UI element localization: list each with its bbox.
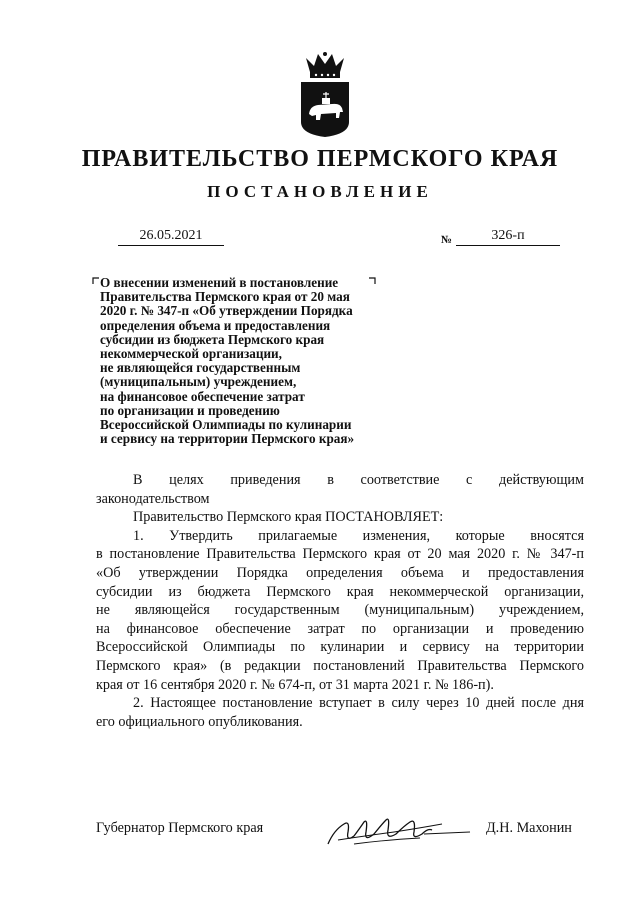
subject-line: (муниципальным) учреждением, xyxy=(100,374,297,390)
government-title: ПРАВИТЕЛЬСТВО ПЕРМСКОГО КРАЯ xyxy=(81,146,559,172)
signatory-name: Д.Н. Махонин xyxy=(486,820,572,836)
subject-line: по организации и проведению xyxy=(100,402,280,418)
paragraph-item-1-line: края от 16 сентября 2020 г. № 674-п, от 31 марта 2021 г. № 186-п). xyxy=(96,676,494,693)
coat-of-arms-icon xyxy=(296,52,354,138)
subject-line: на финансовое обеспечение затрат xyxy=(100,388,305,404)
subject-left-bracket-icon xyxy=(92,277,100,285)
paragraph-item-2-line: 2. Настоящее постановление вступает в силу через 10 дней после дня xyxy=(133,695,584,712)
paragraph-item-1-line: на финансовое обеспечение затрат по организации и проведению xyxy=(96,620,584,637)
paragraph-item-1-line: Всероссийской Олимпиады по кулинарии и сервису на территории xyxy=(96,639,584,656)
subject-line: не являющейся государственным xyxy=(100,360,301,376)
paragraph-item-1-line: «Об утверждении Порядка определения объема и предоставления xyxy=(96,564,584,581)
paragraph-item-1-line: не являющейся государственным (муниципальным) учреждением, xyxy=(96,602,584,619)
signatory-title: Губернатор Пермского края xyxy=(96,820,264,836)
number-sign: № xyxy=(441,234,453,246)
handwritten-signature-icon xyxy=(324,810,474,852)
paragraph-purpose-line: законодательством xyxy=(96,490,210,507)
subject-line: Всероссийской Олимпиады по кулинарии xyxy=(100,417,352,433)
paragraph-item-1-line: субсидии из бюджета Пермского края некоммерческой организации, xyxy=(96,583,584,600)
paragraph-purpose-line: В целях приведения в соответствие с действующим xyxy=(133,472,584,488)
subject-line: некоммерческой организации, xyxy=(100,346,282,362)
document-type: ПОСТАНОВЛЕНИЕ xyxy=(207,182,433,201)
document-number: 326-п xyxy=(456,228,560,246)
subject-line: определения объема и предоставления xyxy=(100,317,331,333)
subject-line: субсидии из бюджета Пермского края xyxy=(100,331,325,347)
paragraph-item-1-line: в постановление Правительства Пермского края от 20 мая 2020 г. № 347-п xyxy=(96,546,584,563)
subject-line: О внесении изменений в постановление xyxy=(100,275,339,290)
subject-line: 2020 г. № 347-п «Об утверждении Порядка xyxy=(100,303,353,319)
subject-line: Правительства Пермского края от 20 мая xyxy=(100,289,350,305)
document-subject xyxy=(100,276,400,446)
paragraph-item-1-line: Пермского края» (в редакции постановлений Правительства Пермского xyxy=(96,657,584,674)
paragraph-item-1-line: 1. Утвердить прилагаемые изменения, которые вносятся xyxy=(133,527,584,544)
document-body xyxy=(96,471,584,731)
document-date: 26.05.2021 xyxy=(118,228,224,246)
subject-line: и сервису на территории Пермского края» xyxy=(100,431,355,447)
paragraph-decree: Правительство Пермского края ПОСТАНОВЛЯЕТ: xyxy=(133,509,444,526)
paragraph-item-2-line: его официального опубликования. xyxy=(96,713,303,730)
